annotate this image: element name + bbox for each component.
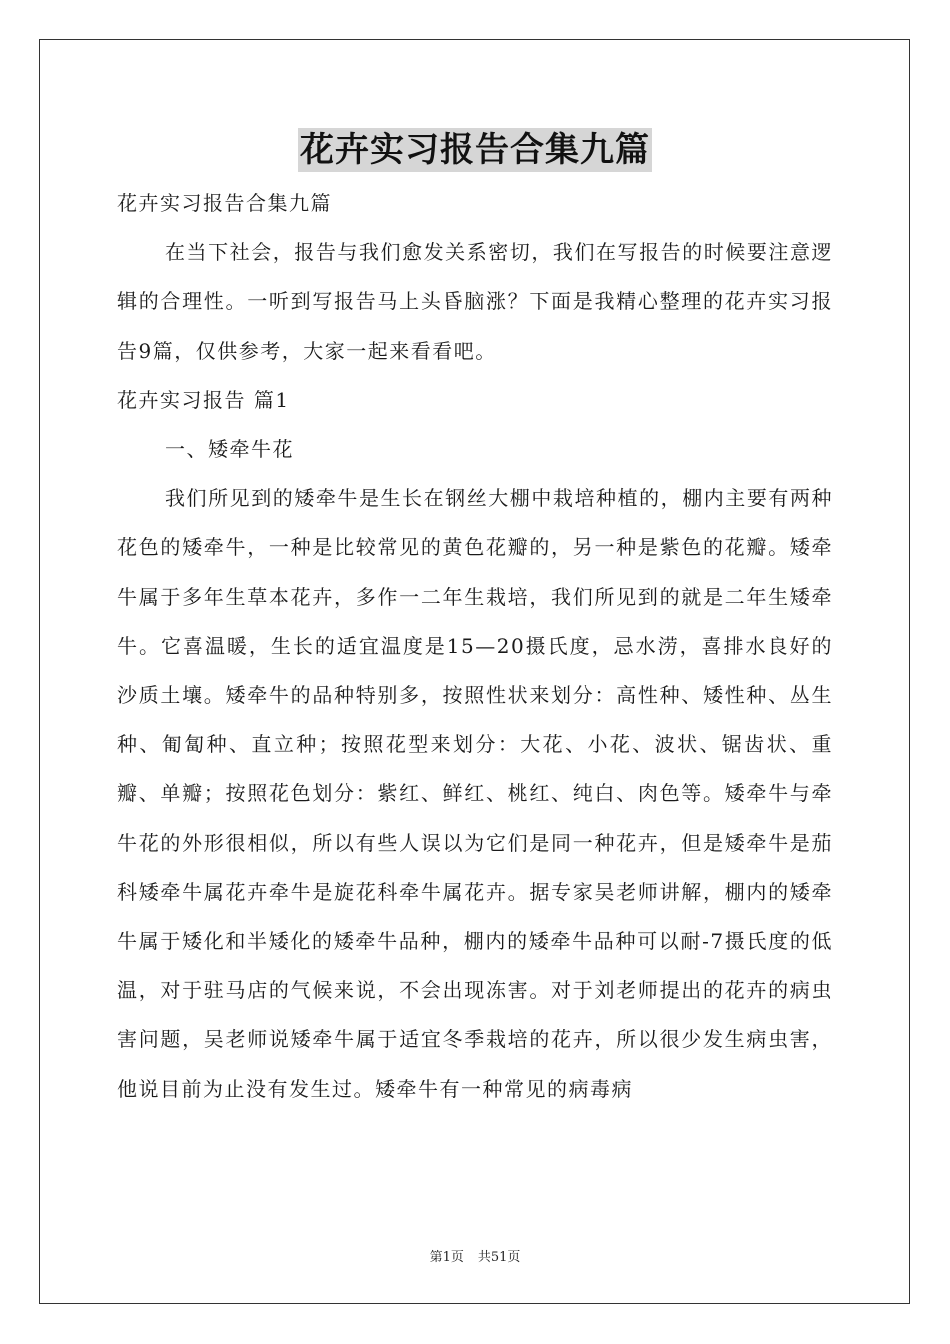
page-footer xyxy=(0,1249,950,1267)
page-total: 共51页 xyxy=(477,1250,521,1265)
body-paragraph: 我们所见到的矮牵牛是生长在钢丝大棚中栽培种植的，棚内主要有两种花色的矮牵牛，一种是比较常见的黄色花瓣的，另一种是紫色的花瓣。矮牵牛属于多年生草本花卉，多作一二年生栽培，我们所见到的就是二年生矮牵牛。它喜温暖，生长的适宜温度是15—20摄氏度，忌水涝，喜排水良好的沙质土壤。矮牵牛的品种特别多，按照性状来划分：高性种、矮性种、丛生种、匍匐种、直立种；按照花型来划分：大花、小花、波状、锯齿状、重瓣、单瓣；按照花色划分：紫红、鲜红、桃红、纯白、肉色等。矮牵牛与牵牛花的外形很相似，所以有些人误以为它们是同一种花卉，但是矮牵牛是茄科矮牵牛属花卉牵牛是旋花科牵牛属花卉。据专家吴老师讲解，棚内的矮牵牛属于矮化和半矮化的矮牵牛品种，棚内的矮牵牛品种可以耐-7摄氏度的低温，对于驻马店的气候来说，不会出现冻害。对于刘老师提出的花卉的病虫害问题，吴老师说矮牵牛属于适宜冬季栽培的花卉，所以很少发生病虫害，他说目前为止没有发生过。矮牵牛有一种常见的病毒病 xyxy=(117,486,833,1101)
section-heading: 花卉实习报告 篇1 xyxy=(117,387,290,412)
title-container xyxy=(0,128,950,172)
subsection-heading: 一、矮牵牛花 xyxy=(165,437,294,462)
subtitle-line: 花卉实习报告合集九篇 xyxy=(117,191,332,215)
document-body xyxy=(117,179,833,1114)
page-number: 第1页 xyxy=(429,1250,464,1265)
intro-paragraph: 在当下社会，报告与我们愈发关系密切，我们在写报告的时候要注意逻辑的合理性。一听到写报告马上头昏脑涨？下面是我精心整理的花卉实习报告9篇，仅供参考，大家一起来看看吧。 xyxy=(117,240,833,363)
document-title: 花卉实习报告合集九篇 xyxy=(300,130,650,170)
